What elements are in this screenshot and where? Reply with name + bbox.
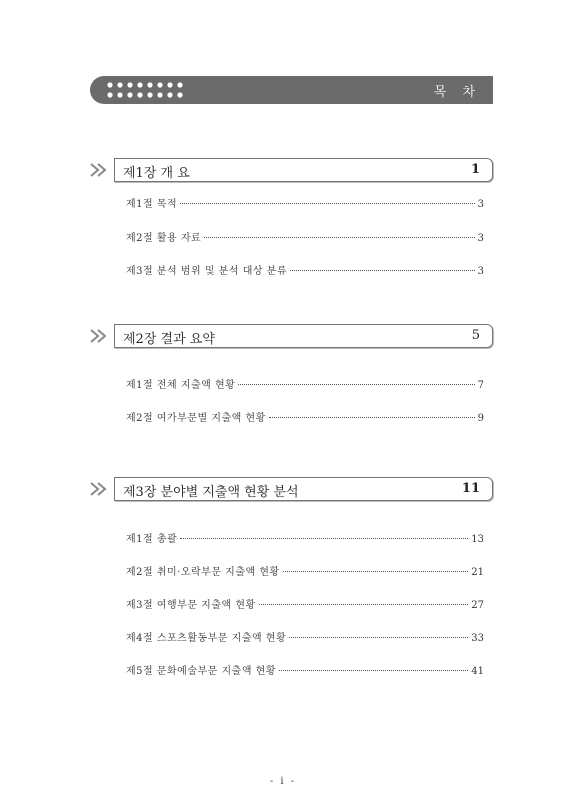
dot-leader — [238, 384, 474, 385]
toc-item-label: 제5절 문화예술부문 지출액 현황 — [126, 666, 276, 677]
toc-item[interactable] — [126, 530, 484, 544]
chapter-title: 제1장 개 요 — [123, 166, 190, 181]
toc-title: 목 차 — [433, 85, 481, 100]
toc-item[interactable] — [126, 262, 484, 276]
toc-item[interactable] — [126, 195, 484, 209]
chapter-page: 11 — [461, 481, 480, 496]
page-number: - i - — [269, 776, 297, 787]
double-chevron-icon — [90, 328, 110, 344]
toc-item[interactable] — [126, 409, 484, 423]
toc-item-label: 제2절 취미·오락부문 지출액 현황 — [126, 567, 280, 578]
toc-item-page: 7 — [477, 380, 484, 391]
dot-leader — [279, 670, 468, 671]
toc-item-label: 제3절 여행부문 지출액 현황 — [126, 600, 256, 611]
dot-leader — [204, 237, 474, 238]
toc-item-label: 제1절 총괄 — [126, 534, 178, 545]
toc-item-page: 13 — [471, 534, 484, 545]
dot-leader — [290, 270, 475, 271]
dot-leader — [180, 538, 468, 539]
chapter-3-heading — [90, 477, 493, 501]
toc-item-page: 27 — [471, 600, 484, 611]
chapter-page: 5 — [471, 328, 480, 343]
toc-item[interactable] — [126, 662, 484, 676]
toc-header-bar — [90, 76, 493, 104]
dot-leader — [283, 571, 469, 572]
toc-item-page: 21 — [471, 567, 484, 578]
toc-item-page: 33 — [471, 633, 484, 644]
toc-item[interactable] — [126, 376, 484, 390]
toc-item-page: 41 — [471, 666, 484, 677]
double-chevron-icon — [90, 162, 110, 178]
dots-decoration-icon — [106, 80, 186, 100]
chapter-page: 1 — [470, 162, 480, 177]
chapter-box — [114, 477, 493, 501]
toc-item-page: 9 — [477, 413, 484, 424]
dot-leader — [180, 203, 474, 204]
dot-leader — [289, 637, 468, 638]
toc-item[interactable] — [126, 563, 484, 577]
toc-item-label: 제3절 분석 범위 및 분석 대상 분류 — [126, 266, 288, 277]
chapter-1-heading — [90, 158, 493, 182]
toc-item-label: 제4절 스포츠활동부문 지출액 현황 — [126, 633, 287, 644]
toc-item[interactable] — [126, 229, 484, 243]
chapter-title: 제2장 결과 요약 — [123, 332, 215, 347]
chapter-title: 제3장 분야별 지출액 현황 분석 — [123, 485, 299, 500]
chapter-2-heading — [90, 324, 493, 348]
toc-item[interactable] — [126, 629, 484, 643]
toc-item-label: 제1절 전체 지출액 현황 — [126, 380, 236, 391]
double-chevron-icon — [90, 481, 110, 497]
chapter-box — [114, 324, 493, 348]
dot-leader — [269, 417, 475, 418]
dot-leader — [259, 604, 469, 605]
toc-item-label: 제1절 목적 — [126, 199, 178, 210]
chapter-box — [114, 158, 493, 182]
toc-item-label: 제2절 활용 자료 — [126, 233, 202, 244]
toc-item[interactable] — [126, 596, 484, 610]
toc-item-page: 3 — [477, 266, 484, 277]
toc-item-page: 3 — [477, 233, 484, 244]
toc-item-page: 3 — [477, 199, 484, 210]
toc-item-label: 제2절 여가부문별 지출액 현황 — [126, 413, 266, 424]
